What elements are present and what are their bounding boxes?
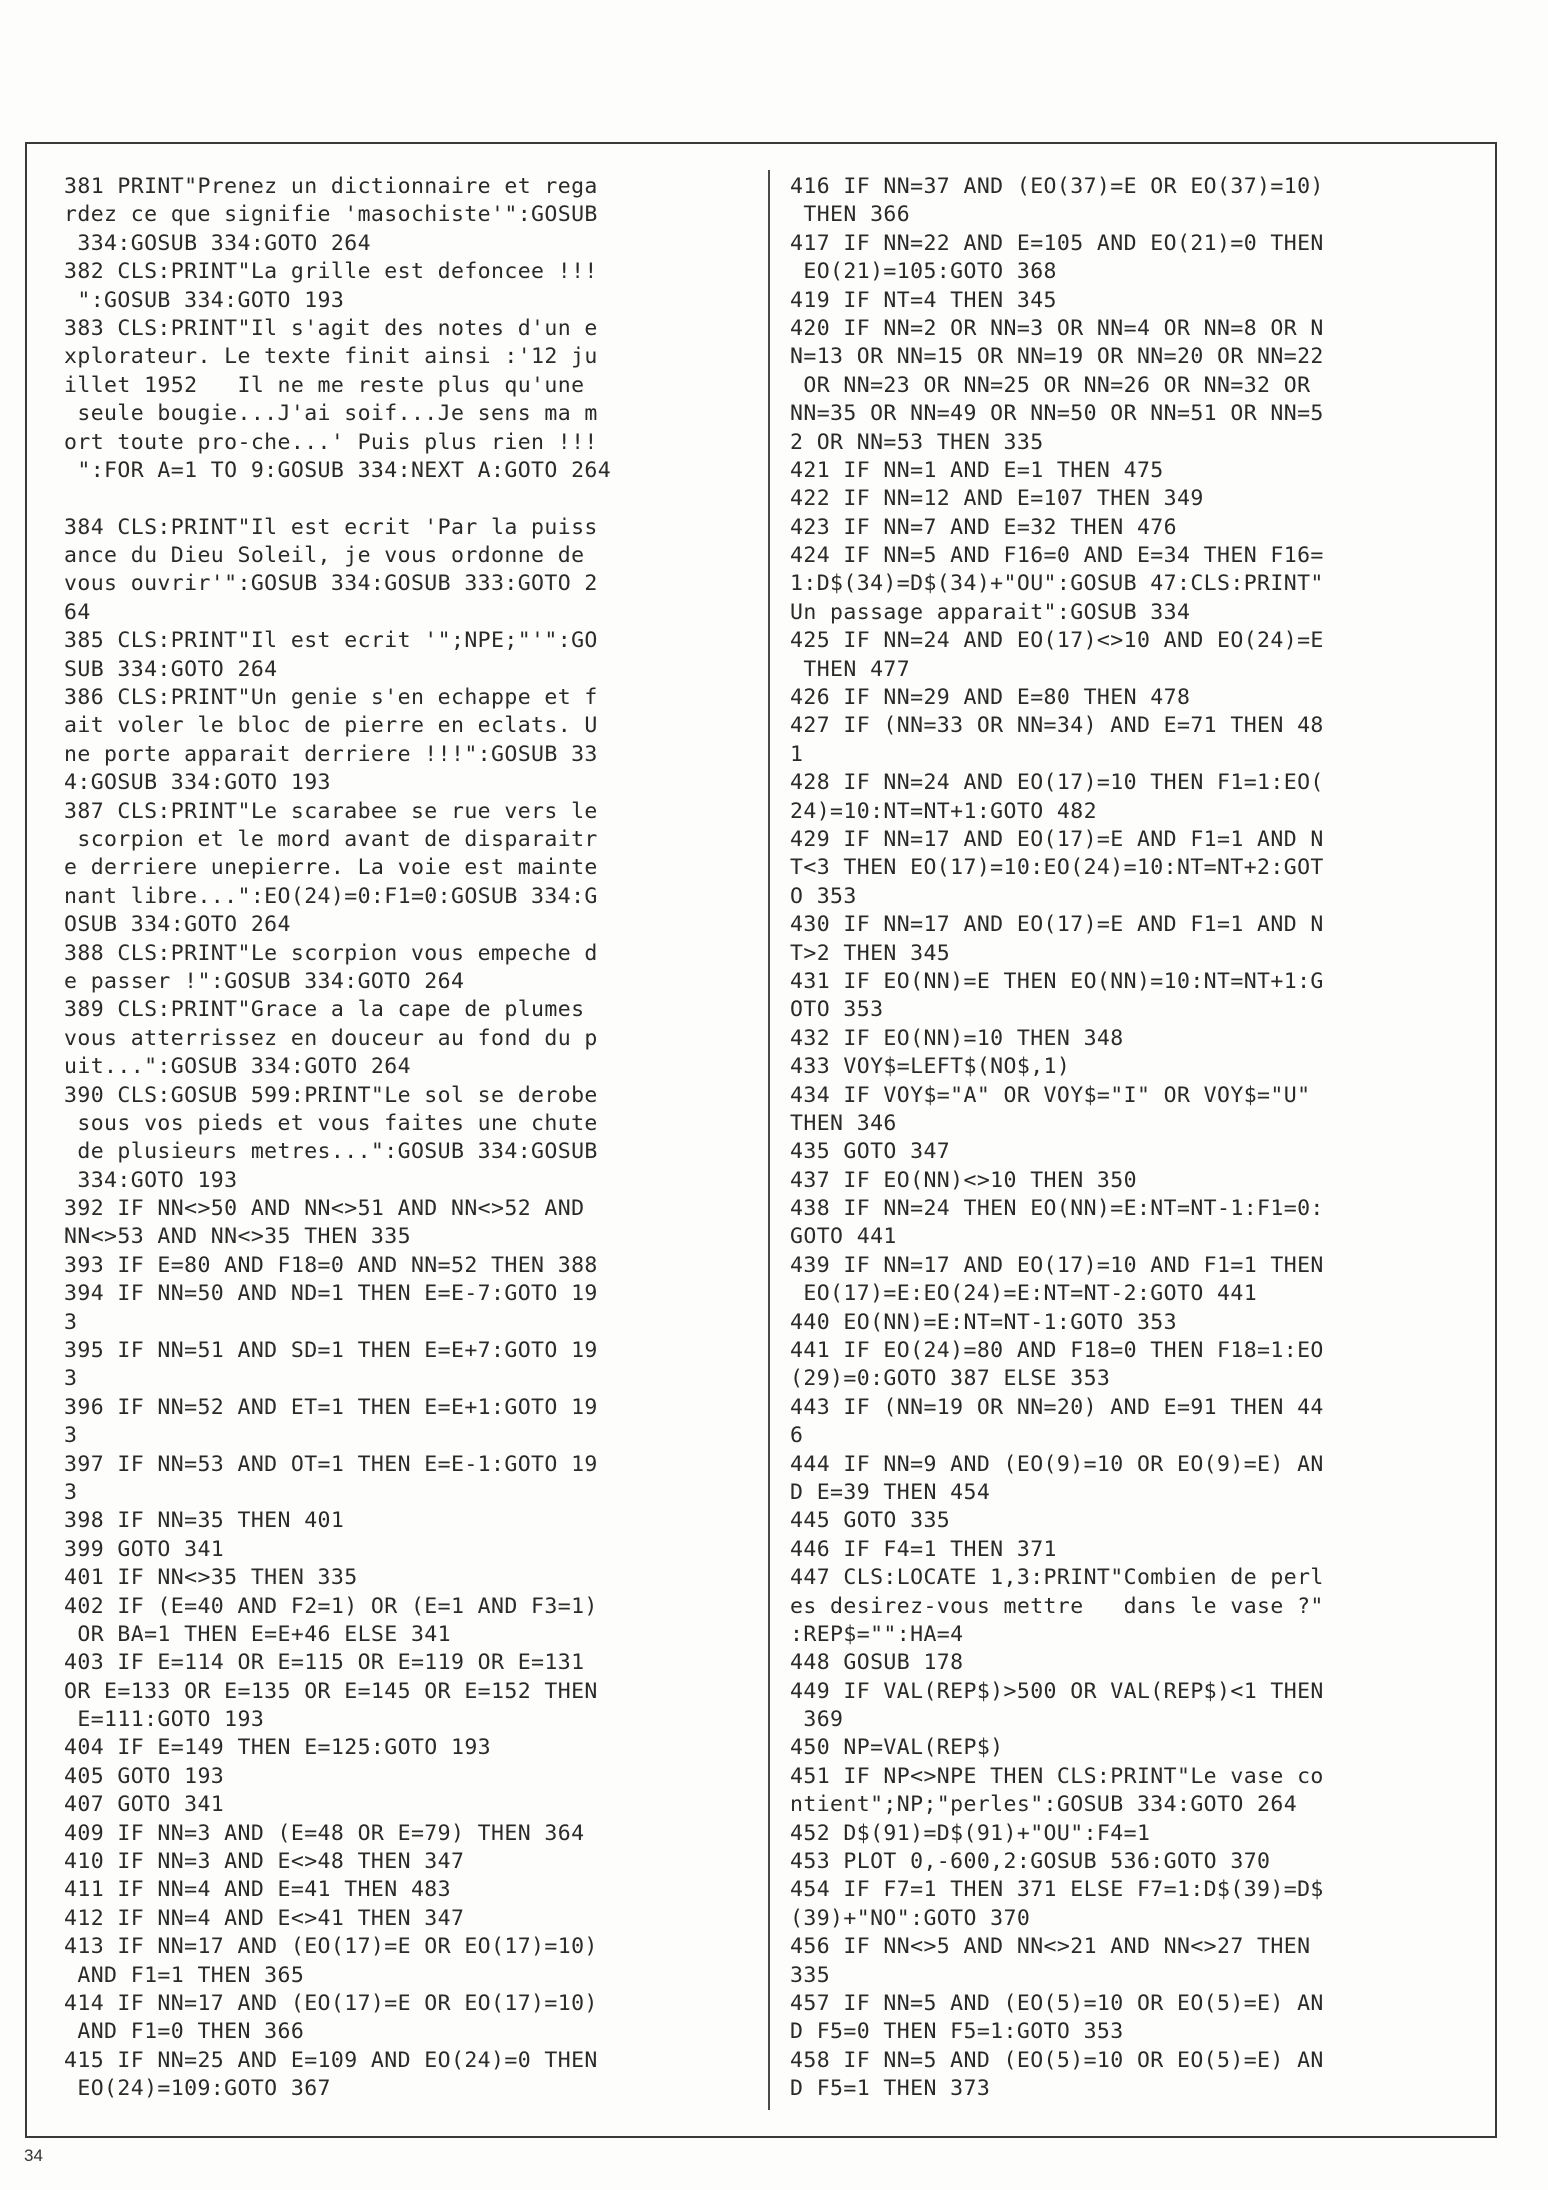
code-line: 441 IF EO(24)=80 AND F18=0 THEN F18=1:EO [790, 1338, 1324, 1364]
code-line: 434 IF VOY$="A" OR VOY$="I" OR VOY$="U" [790, 1082, 1311, 1108]
code-line: 409 IF NN=3 AND (E=48 OR E=79) THEN 364 [64, 1820, 585, 1846]
code-line: 397 IF NN=53 AND OT=1 THEN E=E-1:GOTO 19 [64, 1451, 598, 1477]
page-number: 34 [24, 2146, 43, 2165]
code-line: 381 PRINT"Prenez un dictionnaire et rega [64, 174, 598, 199]
code-line: 419 IF NT=4 THEN 345 [790, 287, 1057, 313]
code-line: 393 IF E=80 AND F18=0 AND NN=52 THEN 388 [64, 1252, 598, 1278]
code-line: 382 CLS:PRINT"La grille est defoncee !!! [64, 259, 598, 285]
code-line: 335 [790, 1962, 831, 1988]
code-line: e derriere unepierre. La voie est mainte [64, 855, 598, 881]
code-line: 421 IF NN=1 AND E=1 THEN 475 [790, 457, 1164, 483]
code-line: 451 IF NP<>NPE THEN CLS:PRINT"Le vase co [790, 1763, 1324, 1789]
code-line: OR NN=23 OR NN=25 OR NN=26 OR NN=32 OR [790, 372, 1311, 398]
code-line: 422 IF NN=12 AND E=107 THEN 349 [790, 486, 1204, 512]
code-line: illet 1952 Il ne me reste plus qu'une [64, 372, 585, 398]
code-line: 413 IF NN=17 AND (EO(17)=E OR EO(17)=10) [64, 1934, 598, 1960]
code-line: de plusieurs metres...":GOSUB 334:GOSUB [64, 1139, 598, 1165]
code-line: 456 IF NN<>5 AND NN<>21 AND NN<>27 THEN [790, 1934, 1311, 1960]
code-line: 334:GOSUB 334:GOTO 264 [64, 230, 371, 256]
code-line: 3 [64, 1366, 78, 1392]
code-line: SUB 334:GOTO 264 [64, 656, 278, 682]
code-line: (29)=0:GOTO 387 ELSE 353 [790, 1366, 1111, 1392]
code-line: 396 IF NN=52 AND ET=1 THEN E=E+1:GOTO 19 [64, 1394, 598, 1420]
code-line: (39)+"NO":GOTO 370 [790, 1905, 1031, 1931]
code-line: es desirez-vous mettre dans le vase ?" [790, 1593, 1324, 1619]
code-line: 395 IF NN=51 AND SD=1 THEN E=E+7:GOTO 19 [64, 1338, 598, 1364]
code-line: 384 CLS:PRINT"Il est ecrit 'Par la puiss [64, 514, 598, 540]
code-line: 431 IF EO(NN)=E THEN EO(NN)=10:NT=NT+1:G [790, 968, 1324, 994]
code-line: 444 IF NN=9 AND (EO(9)=10 OR EO(9)=E) AN [790, 1451, 1324, 1477]
code-line [64, 485, 754, 513]
code-line: 432 IF EO(NN)=10 THEN 348 [790, 1025, 1124, 1051]
listing-column-left [64, 173, 754, 2104]
code-line: AND F1=1 THEN 365 [64, 1962, 305, 1988]
code-line: OTO 353 [790, 997, 884, 1023]
code-line: 430 IF NN=17 AND EO(17)=E AND F1=1 AND N [790, 912, 1324, 938]
code-line: THEN 477 [790, 656, 911, 682]
code-line: 443 IF (NN=19 OR NN=20) AND E=91 THEN 44 [790, 1394, 1324, 1420]
code-line: OR BA=1 THEN E=E+46 ELSE 341 [64, 1621, 451, 1647]
code-line: NN=35 OR NN=49 OR NN=50 OR NN=51 OR NN=5 [790, 401, 1324, 427]
code-line: nant libre...":EO(24)=0:F1=0:GOSUB 334:G [64, 883, 598, 909]
code-line: 3 [64, 1309, 78, 1335]
code-line: 369 [790, 1707, 844, 1733]
code-line: 4:GOSUB 334:GOTO 193 [64, 770, 331, 796]
code-line: 453 PLOT 0,-600,2:GOSUB 536:GOTO 370 [790, 1849, 1271, 1875]
code-line: E=111:GOTO 193 [64, 1707, 265, 1733]
code-line: 425 IF NN=24 AND EO(17)<>10 AND EO(24)=E [790, 628, 1324, 654]
code-line: 454 IF F7=1 THEN 371 ELSE F7=1:D$(39)=D$ [790, 1877, 1324, 1903]
code-line: 410 IF NN=3 AND E<>48 THEN 347 [64, 1849, 465, 1875]
code-line: 1 [790, 741, 804, 767]
code-line: Un passage apparait":GOSUB 334 [790, 599, 1191, 625]
code-line: vous atterrissez en douceur au fond du p [64, 1025, 598, 1051]
code-line: 386 CLS:PRINT"Un genie s'en echappe et f [64, 685, 598, 711]
code-line: 64 [64, 599, 91, 625]
code-line: 433 VOY$=LEFT$(NO$,1) [790, 1054, 1071, 1080]
code-line: 427 IF (NN=33 OR NN=34) AND E=71 THEN 48 [790, 713, 1324, 739]
code-line: 392 IF NN<>50 AND NN<>51 AND NN<>52 AND [64, 1196, 585, 1222]
code-line: ne porte apparait derriere !!!":GOSUB 33 [64, 741, 598, 767]
code-line: scorpion et le mord avant de disparaitr [64, 826, 598, 852]
code-line: D F5=1 THEN 373 [790, 2076, 991, 2102]
code-line: THEN 366 [790, 202, 911, 228]
code-line: N=13 OR NN=15 OR NN=19 OR NN=20 OR NN=22 [790, 344, 1324, 370]
code-line: xplorateur. Le texte finit ainsi :'12 ju [64, 344, 598, 370]
code-line: 401 IF NN<>35 THEN 335 [64, 1565, 358, 1591]
code-line: 407 GOTO 341 [64, 1792, 225, 1818]
code-line: 450 NP=VAL(REP$) [790, 1735, 1004, 1761]
code-line: 414 IF NN=17 AND (EO(17)=E OR EO(17)=10) [64, 1991, 598, 2016]
code-line: 428 IF NN=24 AND EO(17)=10 THEN F1=1:EO( [790, 770, 1324, 796]
code-line: OR E=133 OR E=135 OR E=145 OR E=152 THEN [64, 1678, 598, 1704]
code-line: 417 IF NN=22 AND E=105 AND EO(21)=0 THEN [790, 230, 1324, 256]
code-line: 429 IF NN=17 AND EO(17)=E AND F1=1 AND N [790, 826, 1324, 852]
code-line: EO(17)=E:EO(24)=E:NT=NT-2:GOTO 441 [790, 1281, 1258, 1307]
code-line: AND F1=0 THEN 366 [64, 2019, 305, 2045]
code-line: ntient";NP;"perles":GOSUB 334:GOTO 264 [790, 1792, 1298, 1818]
code-line: 420 IF NN=2 OR NN=3 OR NN=4 OR NN=8 OR N [790, 315, 1324, 341]
code-line: 458 IF NN=5 AND (EO(5)=10 OR EO(5)=E) AN [790, 2047, 1324, 2073]
code-line: 390 CLS:GOSUB 599:PRINT"Le sol se derobe [64, 1082, 598, 1108]
code-line: 447 CLS:LOCATE 1,3:PRINT"Combien de perl [790, 1565, 1324, 1591]
code-line: 426 IF NN=29 AND E=80 THEN 478 [790, 685, 1191, 711]
code-line: 6 [790, 1423, 804, 1449]
code-line: 398 IF NN=35 THEN 401 [64, 1508, 345, 1534]
code-line: sous vos pieds et vous faites une chute [64, 1110, 598, 1136]
code-line: 452 D$(91)=D$(91)+"OU":F4=1 [790, 1820, 1151, 1846]
code-line: :REP$="":HA=4 [790, 1621, 964, 1647]
code-line: 389 CLS:PRINT"Grace a la cape de plumes [64, 997, 585, 1023]
code-line: D F5=0 THEN F5=1:GOTO 353 [790, 2019, 1124, 2045]
code-line: rdez ce que signifie 'masochiste'":GOSUB [64, 202, 598, 228]
code-line: 423 IF NN=7 AND E=32 THEN 476 [790, 514, 1177, 540]
code-line: 3 [64, 1479, 78, 1505]
code-line: 439 IF NN=17 AND EO(17)=10 AND F1=1 THEN [790, 1252, 1324, 1278]
code-line: 424 IF NN=5 AND F16=0 AND E=34 THEN F16= [790, 543, 1324, 569]
code-line: 438 IF NN=24 THEN EO(NN)=E:NT=NT-1:F1=0: [790, 1196, 1324, 1222]
code-line: ait voler le bloc de pierre en eclats. U [64, 713, 598, 739]
code-line: OSUB 334:GOTO 264 [64, 912, 291, 938]
code-line: 334:GOTO 193 [64, 1167, 238, 1193]
code-line: 449 IF VAL(REP$)>500 OR VAL(REP$)<1 THEN [790, 1678, 1324, 1704]
code-line: NN<>53 AND NN<>35 THEN 335 [64, 1224, 411, 1250]
listing-column-right [790, 173, 1480, 2104]
code-line: 404 IF E=149 THEN E=125:GOTO 193 [64, 1735, 492, 1761]
code-line: 440 EO(NN)=E:NT=NT-1:GOTO 353 [790, 1309, 1177, 1335]
code-line: 1:D$(34)=D$(34)+"OU":GOSUB 47:CLS:PRINT" [790, 571, 1324, 597]
code-line: 412 IF NN=4 AND E<>41 THEN 347 [64, 1905, 465, 1931]
code-line: 435 GOTO 347 [790, 1139, 951, 1165]
code-line: 388 CLS:PRINT"Le scorpion vous empeche d [64, 940, 598, 966]
code-line: T>2 THEN 345 [790, 940, 951, 966]
code-line: 411 IF NN=4 AND E=41 THEN 483 [64, 1877, 451, 1903]
code-line: THEN 346 [790, 1110, 897, 1136]
code-line: 448 GOSUB 178 [790, 1650, 964, 1676]
code-line: ":GOSUB 334:GOTO 193 [64, 287, 345, 313]
code-line: 383 CLS:PRINT"Il s'agit des notes d'un e [64, 315, 598, 341]
code-line: 399 GOTO 341 [64, 1536, 225, 1562]
code-line: ort toute pro-che...' Puis plus rien !!! [64, 429, 598, 455]
code-line: 394 IF NN=50 AND ND=1 THEN E=E-7:GOTO 19 [64, 1281, 598, 1307]
code-line: 403 IF E=114 OR E=115 OR E=119 OR E=131 [64, 1650, 585, 1676]
code-line: 24)=10:NT=NT+1:GOTO 482 [790, 798, 1097, 824]
code-line: 2 OR NN=53 THEN 335 [790, 429, 1044, 455]
code-line: 437 IF EO(NN)<>10 THEN 350 [790, 1167, 1137, 1193]
code-line: vous ouvrir'":GOSUB 334:GOSUB 333:GOTO 2 [64, 571, 598, 597]
code-line: EO(21)=105:GOTO 368 [790, 259, 1057, 285]
code-line: D E=39 THEN 454 [790, 1479, 991, 1505]
column-divider [768, 170, 770, 2110]
code-line: GOTO 441 [790, 1224, 897, 1250]
code-line: ance du Dieu Soleil, je vous ordonne de [64, 543, 585, 569]
code-line: EO(24)=109:GOTO 367 [64, 2076, 331, 2102]
code-line: 416 IF NN=37 AND (EO(37)=E OR EO(37)=10) [790, 174, 1324, 199]
code-line: e passer !":GOSUB 334:GOTO 264 [64, 968, 465, 994]
code-line: 3 [64, 1423, 78, 1449]
code-line: uit...":GOSUB 334:GOTO 264 [64, 1054, 411, 1080]
code-line: ":FOR A=1 TO 9:GOSUB 334:NEXT A:GOTO 264 [64, 457, 612, 483]
code-line: 402 IF (E=40 AND F2=1) OR (E=1 AND F3=1) [64, 1593, 598, 1619]
code-line: T<3 THEN EO(17)=10:EO(24)=10:NT=NT+2:GOT [790, 855, 1324, 881]
code-line: 387 CLS:PRINT"Le scarabee se rue vers le [64, 798, 598, 824]
code-line: seule bougie...J'ai soif...Je sens ma m [64, 401, 598, 427]
code-line: 405 GOTO 193 [64, 1763, 225, 1789]
code-line: 457 IF NN=5 AND (EO(5)=10 OR EO(5)=E) AN [790, 1991, 1324, 2016]
code-line: 385 CLS:PRINT"Il est ecrit '";NPE;"'":GO [64, 628, 598, 654]
code-line: O 353 [790, 883, 857, 909]
code-line: 446 IF F4=1 THEN 371 [790, 1536, 1057, 1562]
code-line: 415 IF NN=25 AND E=109 AND EO(24)=0 THEN [64, 2047, 598, 2073]
code-line: 445 GOTO 335 [790, 1508, 951, 1534]
